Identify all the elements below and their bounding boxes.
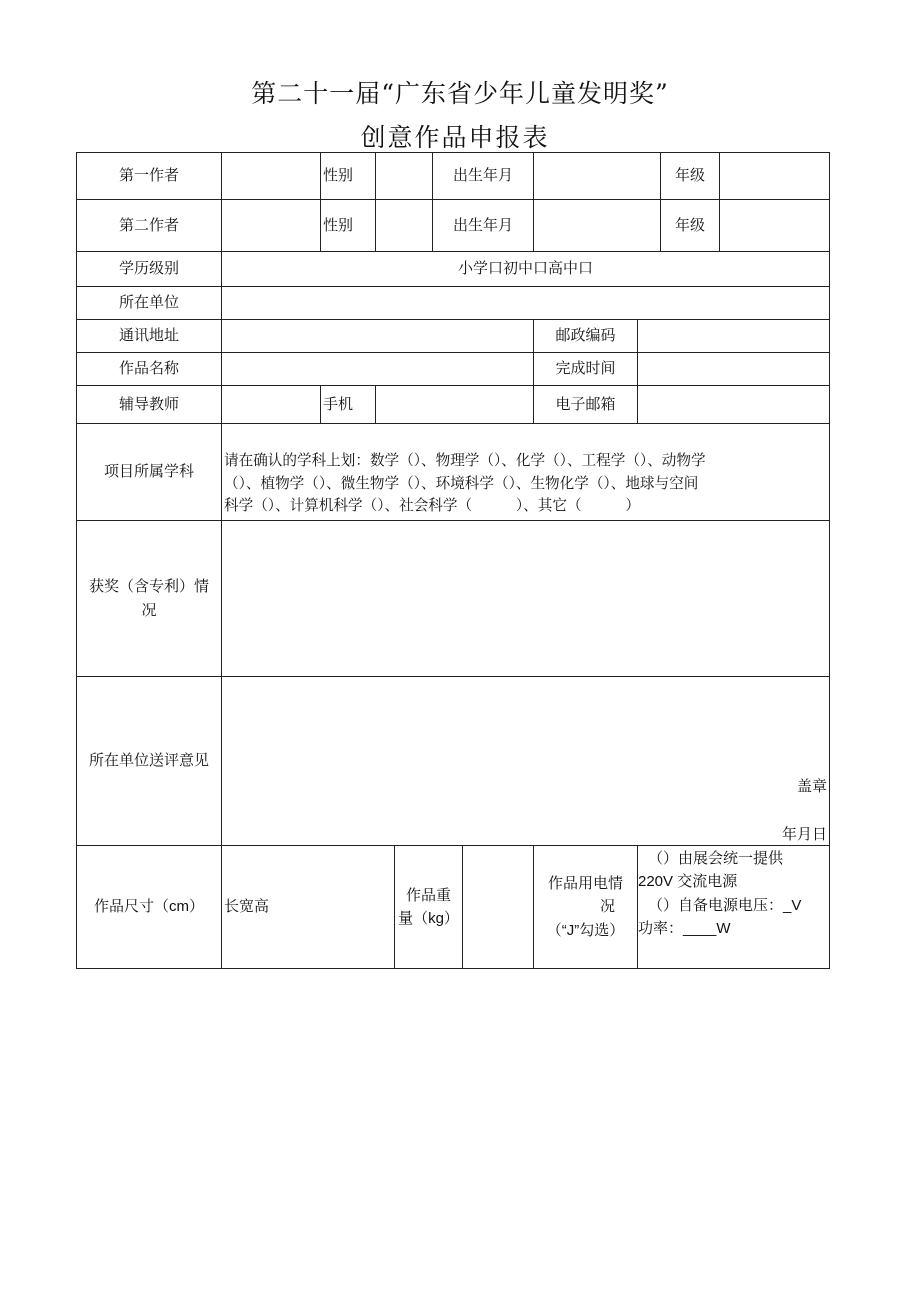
power-option1-line1[interactable]: （）由展会统一提供	[648, 849, 784, 867]
power-option2-line2: 功率：____W	[638, 920, 731, 937]
second-author-gender-field[interactable]	[375, 199, 433, 252]
subject-options[interactable]	[221, 423, 830, 521]
teacher-label: 辅导教师	[76, 385, 222, 424]
first-author-birth-label: 出生年月	[432, 152, 534, 200]
first-author-name-field[interactable]	[221, 152, 321, 200]
awards-label-line1: 获奖（含专利）情	[88, 577, 209, 596]
awards-label	[76, 520, 222, 677]
education-level-options[interactable]: 小学口初中口高中口	[221, 251, 830, 287]
power-option1-line2: 220V 交流电源	[638, 873, 738, 890]
weight-label-line2: 量（kg）	[398, 910, 459, 927]
awards-label-line2: 况	[141, 600, 157, 619]
size-field[interactable]: 长宽高	[221, 845, 395, 969]
email-field[interactable]	[637, 385, 830, 424]
phone-field[interactable]	[375, 385, 534, 424]
first-author-label: 第一作者	[76, 152, 222, 200]
unit-field[interactable]	[221, 286, 830, 320]
power-label-line3: （“J”勾选）	[546, 921, 625, 939]
weight-label	[394, 845, 463, 969]
form-title-line1: 第二十一届“广东省少年儿童发明奖”	[251, 79, 669, 108]
second-author-grade-field[interactable]	[719, 199, 830, 252]
stamp-text: 盖章	[796, 777, 827, 795]
date-text: 年月日	[781, 825, 827, 843]
first-author-grade-label: 年级	[660, 152, 720, 200]
power-option2-line1[interactable]: （）自备电源电压：_V	[648, 897, 802, 914]
second-author-gender-label: 性别	[320, 199, 376, 252]
postcode-label: 邮政编码	[533, 319, 638, 353]
second-author-label: 第二作者	[76, 199, 222, 252]
subject-label: 项目所属学科	[76, 423, 222, 521]
first-author-birth-field[interactable]	[533, 152, 661, 200]
second-author-birth-field[interactable]	[533, 199, 661, 252]
subject-line-2: （）、植物学（）、微生物学（）、环境科学（）、生物化学（）、地球与空间	[224, 474, 699, 492]
address-field[interactable]	[221, 319, 534, 353]
recommendation-field[interactable]	[221, 676, 830, 846]
weight-field[interactable]	[462, 845, 534, 969]
power-options[interactable]	[637, 845, 830, 969]
size-label: 作品尺寸（cm）	[76, 845, 222, 969]
second-author-birth-label: 出生年月	[432, 199, 534, 252]
subject-line-3: 科学（）、计算机科学（）、社会科学（ ）、其它（ ）	[224, 497, 640, 515]
power-label-line1: 作品用电情	[547, 874, 623, 893]
weight-label-line1: 作品重	[405, 885, 451, 904]
first-author-grade-field[interactable]	[719, 152, 830, 200]
address-label: 通讯地址	[76, 319, 222, 353]
recommendation-label: 所在单位送评意见	[76, 676, 222, 846]
postcode-field[interactable]	[637, 319, 830, 353]
teacher-field[interactable]	[221, 385, 321, 424]
completion-time-label: 完成时间	[533, 352, 638, 386]
first-author-gender-field[interactable]	[375, 152, 433, 200]
email-label: 电子邮箱	[533, 385, 638, 424]
power-label	[533, 845, 638, 969]
awards-field[interactable]	[221, 520, 830, 677]
work-name-field[interactable]	[221, 352, 534, 386]
power-label-line2: 况	[599, 897, 615, 916]
education-level-label: 学历级别	[76, 251, 222, 287]
first-author-gender-label: 性别	[320, 152, 376, 200]
second-author-name-field[interactable]	[221, 199, 321, 252]
unit-label: 所在单位	[76, 286, 222, 320]
second-author-grade-label: 年级	[660, 199, 720, 252]
work-name-label: 作品名称	[76, 352, 222, 386]
phone-label: 手机	[320, 385, 376, 424]
subject-line-1: 请在确认的学科上划：数学（）、物理学（）、化学（）、工程学（）、动物学	[224, 452, 706, 469]
form-title-line2: 创意作品申报表	[360, 123, 550, 152]
completion-time-field[interactable]	[637, 352, 830, 386]
